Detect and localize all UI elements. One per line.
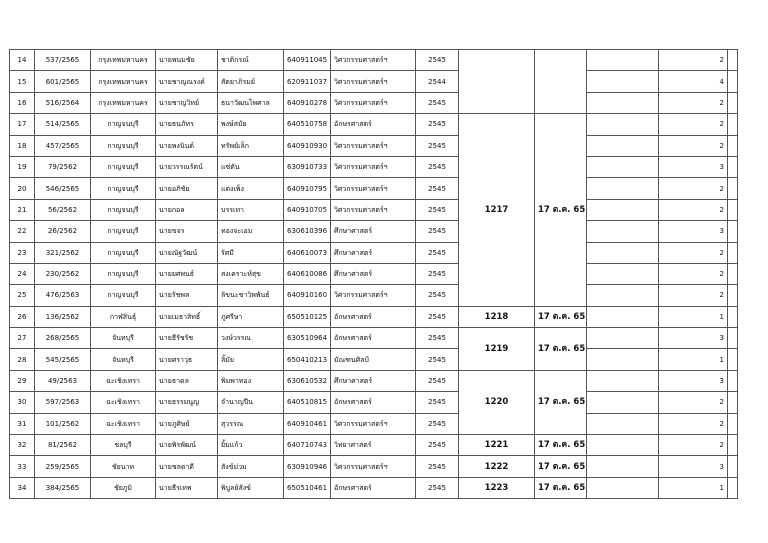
empty-cell bbox=[587, 328, 659, 349]
row-number-cell: 30 bbox=[10, 392, 35, 413]
province-cell: กรุงเทพมหานคร bbox=[91, 92, 156, 113]
empty-cell bbox=[728, 285, 738, 306]
document-number-cell bbox=[459, 50, 535, 114]
table-row bbox=[10, 328, 738, 349]
faculty-cell: วิศวกรรมศาสตร์ฯ bbox=[331, 92, 416, 113]
empty-cell bbox=[728, 156, 738, 177]
last-name-cell: จำนาญปีน bbox=[218, 392, 284, 413]
first-name-cell: นายเมธาสิทธิ์ bbox=[156, 306, 218, 327]
empty-cell bbox=[587, 456, 659, 477]
faculty-cell: อักษรศาสตร์ bbox=[331, 114, 416, 135]
table-row bbox=[10, 435, 738, 456]
faculty-cell: ศึกษาศาสตร์ bbox=[331, 221, 416, 242]
count-cell: 2 bbox=[659, 114, 728, 135]
last-name-cell: แตงเพ็ง bbox=[218, 178, 284, 199]
student-id-cell: 630510964 bbox=[284, 328, 331, 349]
document-number-cell: 1217 bbox=[459, 114, 535, 307]
first-name-cell: นายขจร bbox=[156, 221, 218, 242]
count-cell: 3 bbox=[659, 221, 728, 242]
document-date-cell: 17 ต.ค. 65 bbox=[535, 328, 587, 371]
document-date-cell bbox=[535, 50, 587, 114]
province-cell: กรุงเทพมหานคร bbox=[91, 50, 156, 71]
student-id-cell: 640710743 bbox=[284, 435, 331, 456]
last-name-cell: ทองจะเอม bbox=[218, 221, 284, 242]
case-number-cell: 101/2562 bbox=[35, 413, 91, 434]
case-number-cell: 259/2565 bbox=[35, 456, 91, 477]
table-row bbox=[10, 156, 738, 177]
last-name-cell: สงเคราะห์สุข bbox=[218, 263, 284, 284]
empty-cell bbox=[728, 242, 738, 263]
province-cell: กาญจนบุรี bbox=[91, 114, 156, 135]
faculty-cell: วิศวกรรมศาสตร์ฯ bbox=[331, 413, 416, 434]
empty-cell bbox=[728, 349, 738, 370]
province-cell: กาญจนบุรี bbox=[91, 135, 156, 156]
count-cell: 3 bbox=[659, 456, 728, 477]
year-cell: 2545 bbox=[416, 456, 459, 477]
empty-cell bbox=[728, 456, 738, 477]
faculty-cell: วิศวกรรมศาสตร์ฯ bbox=[331, 156, 416, 177]
empty-cell bbox=[587, 242, 659, 263]
province-cell: กาญจนบุรี bbox=[91, 199, 156, 220]
table-row bbox=[10, 221, 738, 242]
table-row bbox=[10, 263, 738, 284]
student-id-cell: 640610073 bbox=[284, 242, 331, 263]
count-cell: 4 bbox=[659, 71, 728, 92]
count-cell: 1 bbox=[659, 349, 728, 370]
row-number-cell: 26 bbox=[10, 306, 35, 327]
first-name-cell: นายธาดล bbox=[156, 370, 218, 391]
last-name-cell: แซ่ตัน bbox=[218, 156, 284, 177]
faculty-cell: ศึกษาศาสตร์ bbox=[331, 242, 416, 263]
year-cell: 2544 bbox=[416, 71, 459, 92]
province-cell: กาญจนบุรี bbox=[91, 221, 156, 242]
table-row bbox=[10, 92, 738, 113]
first-name-cell: นายธีรัชรัช bbox=[156, 328, 218, 349]
case-number-cell: 230/2562 bbox=[35, 263, 91, 284]
count-cell: 2 bbox=[659, 178, 728, 199]
empty-cell bbox=[728, 413, 738, 434]
count-cell: 1 bbox=[659, 477, 728, 498]
year-cell: 2545 bbox=[416, 114, 459, 135]
empty-cell bbox=[587, 370, 659, 391]
last-name-cell: ลิ้มัย bbox=[218, 349, 284, 370]
empty-cell bbox=[587, 92, 659, 113]
row-number-cell: 15 bbox=[10, 71, 35, 92]
case-number-cell: 457/2565 bbox=[35, 135, 91, 156]
count-cell: 2 bbox=[659, 413, 728, 434]
document-date-cell: 17 ต.ค. 65 bbox=[535, 306, 587, 327]
case-number-cell: 384/2565 bbox=[35, 477, 91, 498]
empty-cell bbox=[728, 92, 738, 113]
year-cell: 2545 bbox=[416, 477, 459, 498]
province-cell: กาญจนบุรี bbox=[91, 242, 156, 263]
case-number-cell: 136/2562 bbox=[35, 306, 91, 327]
province-cell: กาญจนบุรี bbox=[91, 285, 156, 306]
case-number-cell: 601/2565 bbox=[35, 71, 91, 92]
count-cell: 2 bbox=[659, 135, 728, 156]
faculty-cell: อักษรศาสตร์ bbox=[331, 328, 416, 349]
count-cell: 2 bbox=[659, 285, 728, 306]
row-number-cell: 31 bbox=[10, 413, 35, 434]
empty-cell bbox=[587, 71, 659, 92]
student-id-cell: 640910795 bbox=[284, 178, 331, 199]
year-cell: 2545 bbox=[416, 178, 459, 199]
last-name-cell: ธนาวัฒนไพศาล bbox=[218, 92, 284, 113]
empty-cell bbox=[728, 178, 738, 199]
row-number-cell: 27 bbox=[10, 328, 35, 349]
province-cell: กรุงเทพมหานคร bbox=[91, 71, 156, 92]
empty-cell bbox=[587, 392, 659, 413]
table-row bbox=[10, 242, 738, 263]
year-cell: 2545 bbox=[416, 392, 459, 413]
table-row bbox=[10, 370, 738, 391]
first-name-cell: นายชาญวิทย์ bbox=[156, 92, 218, 113]
table-row bbox=[10, 50, 738, 71]
first-name-cell: นายพนมชัย bbox=[156, 50, 218, 71]
count-cell: 2 bbox=[659, 263, 728, 284]
table-row bbox=[10, 456, 738, 477]
empty-cell bbox=[587, 306, 659, 327]
count-cell: 3 bbox=[659, 328, 728, 349]
row-number-cell: 32 bbox=[10, 435, 35, 456]
table-row bbox=[10, 349, 738, 370]
faculty-cell: วิศวกรรมศาสตร์ฯ bbox=[331, 178, 416, 199]
row-number-cell: 34 bbox=[10, 477, 35, 498]
case-number-cell: 537/2565 bbox=[35, 50, 91, 71]
empty-cell bbox=[728, 221, 738, 242]
row-number-cell: 14 bbox=[10, 50, 35, 71]
row-number-cell: 24 bbox=[10, 263, 35, 284]
year-cell: 2545 bbox=[416, 242, 459, 263]
table-row bbox=[10, 392, 738, 413]
count-cell: 2 bbox=[659, 199, 728, 220]
faculty-cell: วิศวกรรมศาสตร์ฯ bbox=[331, 50, 416, 71]
document-date-cell: 17 ต.ค. 65 bbox=[535, 456, 587, 477]
year-cell: 2545 bbox=[416, 92, 459, 113]
first-name-cell: นายพิรพัฒน์ bbox=[156, 435, 218, 456]
year-cell: 2545 bbox=[416, 306, 459, 327]
case-number-cell: 321/2562 bbox=[35, 242, 91, 263]
case-number-cell: 79/2562 bbox=[35, 156, 91, 177]
last-name-cell: สัตยาภิรมย์ bbox=[218, 71, 284, 92]
count-cell: 2 bbox=[659, 242, 728, 263]
table-row bbox=[10, 178, 738, 199]
first-name-cell: นายณัฐวัฒน์ bbox=[156, 242, 218, 263]
empty-cell bbox=[728, 477, 738, 498]
table-row bbox=[10, 285, 738, 306]
case-number-cell: 546/2565 bbox=[35, 178, 91, 199]
empty-cell bbox=[587, 349, 659, 370]
document-number-cell: 1219 bbox=[459, 328, 535, 371]
table-row bbox=[10, 306, 738, 327]
student-id-cell: 640910160 bbox=[284, 285, 331, 306]
faculty-cell: วิศวกรรมศาสตร์ฯ bbox=[331, 135, 416, 156]
year-cell: 2545 bbox=[416, 156, 459, 177]
province-cell: ชัยภูมิ bbox=[91, 477, 156, 498]
first-name-cell: นายรัชพล bbox=[156, 285, 218, 306]
faculty-cell: มัณฑนศิลป์ bbox=[331, 349, 416, 370]
empty-cell bbox=[587, 413, 659, 434]
empty-cell bbox=[587, 477, 659, 498]
student-id-cell: 640510815 bbox=[284, 392, 331, 413]
last-name-cell: รัศมี bbox=[218, 242, 284, 263]
first-name-cell: นายวรรณรัตน์ bbox=[156, 156, 218, 177]
province-cell: กาญจนบุรี bbox=[91, 263, 156, 284]
student-id-cell: 640510758 bbox=[284, 114, 331, 135]
first-name-cell: นายชลตาดี bbox=[156, 456, 218, 477]
faculty-cell: วิศวกรรมศาสตร์ฯ bbox=[331, 456, 416, 477]
row-number-cell: 22 bbox=[10, 221, 35, 242]
row-number-cell: 29 bbox=[10, 370, 35, 391]
first-name-cell: นายชาญณรงค์ bbox=[156, 71, 218, 92]
province-cell: กาญจนบุรี bbox=[91, 178, 156, 199]
empty-cell bbox=[587, 221, 659, 242]
empty-cell bbox=[587, 435, 659, 456]
row-number-cell: 19 bbox=[10, 156, 35, 177]
empty-cell bbox=[587, 263, 659, 284]
row-number-cell: 20 bbox=[10, 178, 35, 199]
first-name-cell: นายอภิชัย bbox=[156, 178, 218, 199]
empty-cell bbox=[587, 199, 659, 220]
first-name-cell: นายธรรมนูญ bbox=[156, 392, 218, 413]
faculty-cell: อักษรศาสตร์ bbox=[331, 306, 416, 327]
student-id-cell: 640910461 bbox=[284, 413, 331, 434]
empty-cell bbox=[728, 71, 738, 92]
faculty-cell: อักษรศาสตร์ bbox=[331, 477, 416, 498]
province-cell: ชัยนาท bbox=[91, 456, 156, 477]
faculty-cell: วิศวกรรมศาสตร์ฯ bbox=[331, 71, 416, 92]
case-number-cell: 516/2564 bbox=[35, 92, 91, 113]
table-row bbox=[10, 477, 738, 498]
last-name-cell: สุวรรณ bbox=[218, 413, 284, 434]
empty-cell bbox=[728, 263, 738, 284]
case-number-cell: 597/2563 bbox=[35, 392, 91, 413]
first-name-cell: นายกอล bbox=[156, 199, 218, 220]
count-cell: 2 bbox=[659, 92, 728, 113]
last-name-cell: ชาติกรณ์ bbox=[218, 50, 284, 71]
year-cell: 2545 bbox=[416, 199, 459, 220]
province-cell: ฉะเชิงเทรา bbox=[91, 392, 156, 413]
year-cell: 2545 bbox=[416, 50, 459, 71]
empty-cell bbox=[728, 328, 738, 349]
document-number-cell: 1218 bbox=[459, 306, 535, 327]
last-name-cell: สังข์ม่วม bbox=[218, 456, 284, 477]
empty-cell bbox=[587, 285, 659, 306]
empty-cell bbox=[587, 178, 659, 199]
empty-cell bbox=[728, 135, 738, 156]
student-id-cell: 640910705 bbox=[284, 199, 331, 220]
faculty-cell: ศึกษาศาสตร์ bbox=[331, 263, 416, 284]
faculty-cell: วิทยาศาสตร์ bbox=[331, 435, 416, 456]
province-cell: จันทบุรี bbox=[91, 328, 156, 349]
row-number-cell: 33 bbox=[10, 456, 35, 477]
year-cell: 2545 bbox=[416, 221, 459, 242]
province-cell: กาญจนบุรี bbox=[91, 156, 156, 177]
document-number-cell: 1223 bbox=[459, 477, 535, 498]
first-name-cell: นายธีรเทพ bbox=[156, 477, 218, 498]
document-date-cell: 17 ต.ค. 65 bbox=[535, 477, 587, 498]
last-name-cell: ทรัพย์เล็ก bbox=[218, 135, 284, 156]
count-cell: 3 bbox=[659, 370, 728, 391]
case-number-cell: 56/2562 bbox=[35, 199, 91, 220]
document-number-cell: 1221 bbox=[459, 435, 535, 456]
document-date-cell: 17 ต.ค. 65 bbox=[535, 435, 587, 456]
faculty-cell: ศึกษาศาสตร์ bbox=[331, 370, 416, 391]
document-number-cell: 1220 bbox=[459, 370, 535, 434]
case-number-cell: 81/2562 bbox=[35, 435, 91, 456]
table-row bbox=[10, 199, 738, 220]
row-number-cell: 23 bbox=[10, 242, 35, 263]
student-id-cell: 630610532 bbox=[284, 370, 331, 391]
last-name-cell: วงษ์วรรณ bbox=[218, 328, 284, 349]
first-name-cell: นายพงนินต์ bbox=[156, 135, 218, 156]
count-cell: 2 bbox=[659, 50, 728, 71]
province-cell: จันทบุรี bbox=[91, 349, 156, 370]
row-number-cell: 21 bbox=[10, 199, 35, 220]
student-id-cell: 640610086 bbox=[284, 263, 331, 284]
student-id-cell: 640910278 bbox=[284, 92, 331, 113]
empty-cell bbox=[587, 114, 659, 135]
count-cell: 2 bbox=[659, 435, 728, 456]
province-cell: ฉะเชิงเทรา bbox=[91, 370, 156, 391]
document-date-cell: 17 ต.ค. 65 bbox=[535, 114, 587, 307]
year-cell: 2545 bbox=[416, 263, 459, 284]
case-number-cell: 268/2565 bbox=[35, 328, 91, 349]
year-cell: 2545 bbox=[416, 349, 459, 370]
row-number-cell: 17 bbox=[10, 114, 35, 135]
table-row bbox=[10, 71, 738, 92]
last-name-cell: พิมพาทอง bbox=[218, 370, 284, 391]
first-name-cell: นายยศพนธ์ bbox=[156, 263, 218, 284]
year-cell: 2545 bbox=[416, 413, 459, 434]
document-number-cell: 1222 bbox=[459, 456, 535, 477]
last-name-cell: ยิ้มแก้ว bbox=[218, 435, 284, 456]
count-cell: 1 bbox=[659, 306, 728, 327]
first-name-cell: นายธนภัทร bbox=[156, 114, 218, 135]
student-id-cell: 630910733 bbox=[284, 156, 331, 177]
case-number-cell: 514/2565 bbox=[35, 114, 91, 135]
first-name-cell: นายศราวุธ bbox=[156, 349, 218, 370]
table-row bbox=[10, 135, 738, 156]
student-id-cell: 640911045 bbox=[284, 50, 331, 71]
empty-cell bbox=[587, 135, 659, 156]
empty-cell bbox=[587, 156, 659, 177]
last-name-cell: พงษ์สมัย bbox=[218, 114, 284, 135]
case-number-cell: 49/2563 bbox=[35, 370, 91, 391]
faculty-cell: วิศวกรรมศาสตร์ฯ bbox=[331, 199, 416, 220]
row-number-cell: 25 bbox=[10, 285, 35, 306]
last-name-cell: ลิขนะชาวิพพันธ์ bbox=[218, 285, 284, 306]
case-number-cell: 476/2563 bbox=[35, 285, 91, 306]
row-number-cell: 16 bbox=[10, 92, 35, 113]
empty-cell bbox=[728, 199, 738, 220]
student-id-cell: 630610396 bbox=[284, 221, 331, 242]
student-id-cell: 650410213 bbox=[284, 349, 331, 370]
year-cell: 2545 bbox=[416, 435, 459, 456]
student-id-cell: 620911037 bbox=[284, 71, 331, 92]
faculty-cell: อักษรศาสตร์ bbox=[331, 392, 416, 413]
last-name-cell: ภูศรีษา bbox=[218, 306, 284, 327]
table-row bbox=[10, 413, 738, 434]
first-name-cell: นายภูศิษย์ bbox=[156, 413, 218, 434]
count-cell: 2 bbox=[659, 392, 728, 413]
province-cell: กาฬสินธุ์ bbox=[91, 306, 156, 327]
empty-cell bbox=[728, 306, 738, 327]
student-id-cell: 640910930 bbox=[284, 135, 331, 156]
empty-cell bbox=[728, 435, 738, 456]
year-cell: 2545 bbox=[416, 135, 459, 156]
year-cell: 2545 bbox=[416, 285, 459, 306]
count-cell: 3 bbox=[659, 156, 728, 177]
empty-cell bbox=[728, 114, 738, 135]
row-number-cell: 28 bbox=[10, 349, 35, 370]
province-cell: ฉะเชิงเทรา bbox=[91, 413, 156, 434]
document-date-cell: 17 ต.ค. 65 bbox=[535, 370, 587, 434]
student-id-cell: 650510125 bbox=[284, 306, 331, 327]
student-id-cell: 650510461 bbox=[284, 477, 331, 498]
empty-cell bbox=[728, 392, 738, 413]
empty-cell bbox=[728, 370, 738, 391]
case-number-cell: 545/2565 bbox=[35, 349, 91, 370]
empty-cell bbox=[587, 50, 659, 71]
case-number-cell: 26/2562 bbox=[35, 221, 91, 242]
last-name-cell: บรรเทา bbox=[218, 199, 284, 220]
last-name-cell: พิบูลย์สังข์ bbox=[218, 477, 284, 498]
records-table bbox=[9, 49, 738, 499]
empty-cell bbox=[728, 50, 738, 71]
student-id-cell: 630910946 bbox=[284, 456, 331, 477]
year-cell: 2545 bbox=[416, 370, 459, 391]
table-row bbox=[10, 114, 738, 135]
faculty-cell: วิศวกรรมศาสตร์ฯ bbox=[331, 285, 416, 306]
year-cell: 2545 bbox=[416, 328, 459, 349]
province-cell: ชลบุรี bbox=[91, 435, 156, 456]
row-number-cell: 18 bbox=[10, 135, 35, 156]
